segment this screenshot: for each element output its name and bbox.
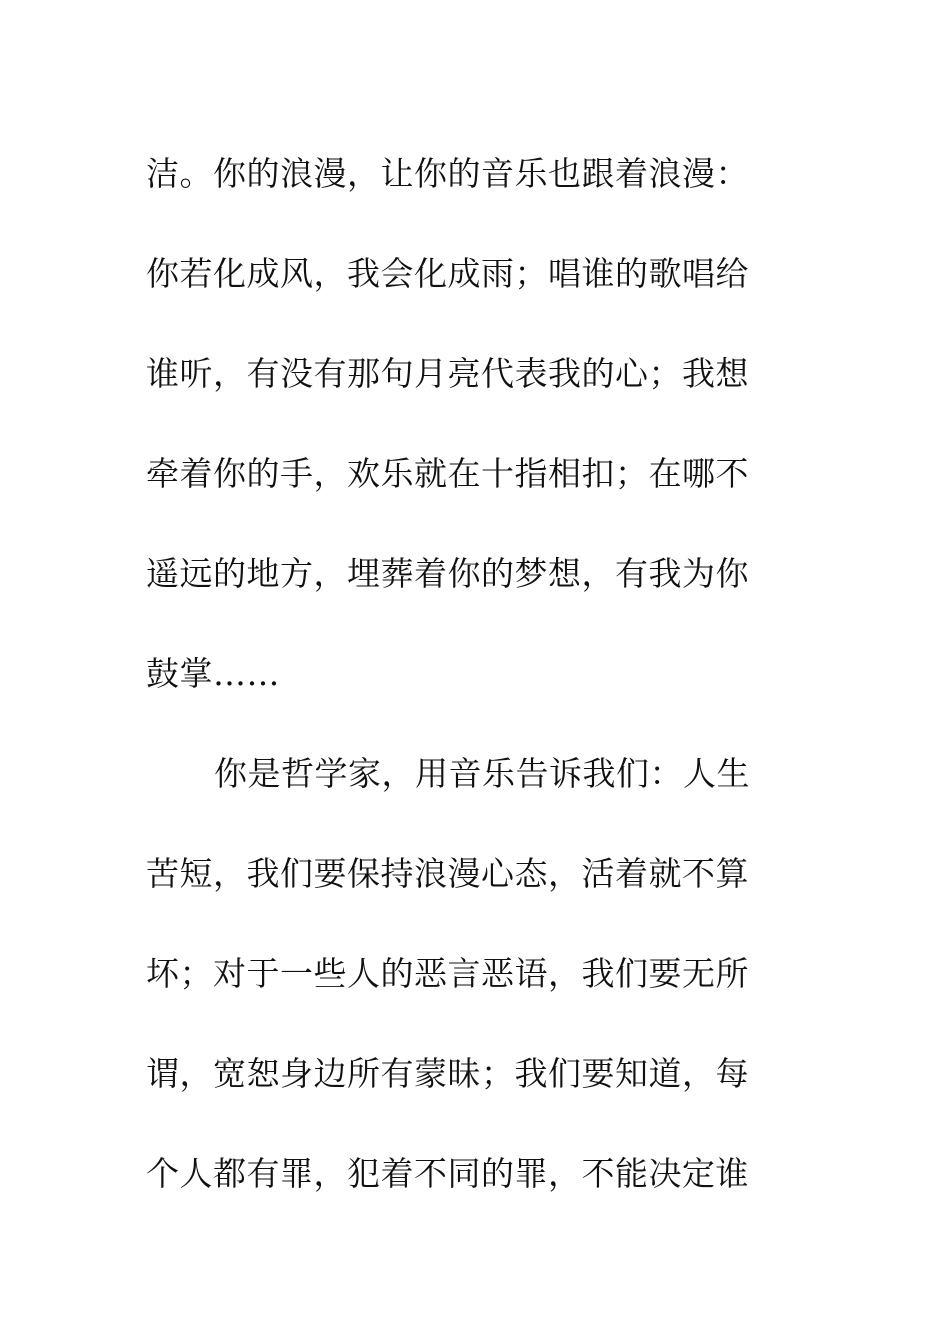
text-line: 鼓掌……	[146, 654, 280, 693]
body-text	[146, 124, 786, 1224]
text-line: 苦短，我们要保持浪漫心态，活着就不算	[146, 854, 749, 893]
paragraph-start-line: 你是哲学家，用音乐告诉我们：人生	[214, 754, 750, 793]
text-line: 牵着你的手，欢乐就在十指相扣；在哪不	[146, 454, 749, 493]
text-line: 坏；对于一些人的恶言恶语，我们要无所	[146, 954, 749, 993]
text-line: 谁听，有没有那句月亮代表我的心；我想	[146, 354, 749, 393]
text-line: 洁。你的浪漫，让你的音乐也跟着浪漫：	[146, 154, 749, 193]
text-line: 谓，宽恕身边所有蒙昧；我们要知道，每	[146, 1054, 749, 1093]
text-line: 遥远的地方，埋葬着你的梦想，有我为你	[146, 554, 749, 593]
text-line: 你若化成风，我会化成雨；唱谁的歌唱给	[146, 254, 749, 293]
text-line: 个人都有罪，犯着不同的罪，不能决定谁	[146, 1154, 749, 1193]
